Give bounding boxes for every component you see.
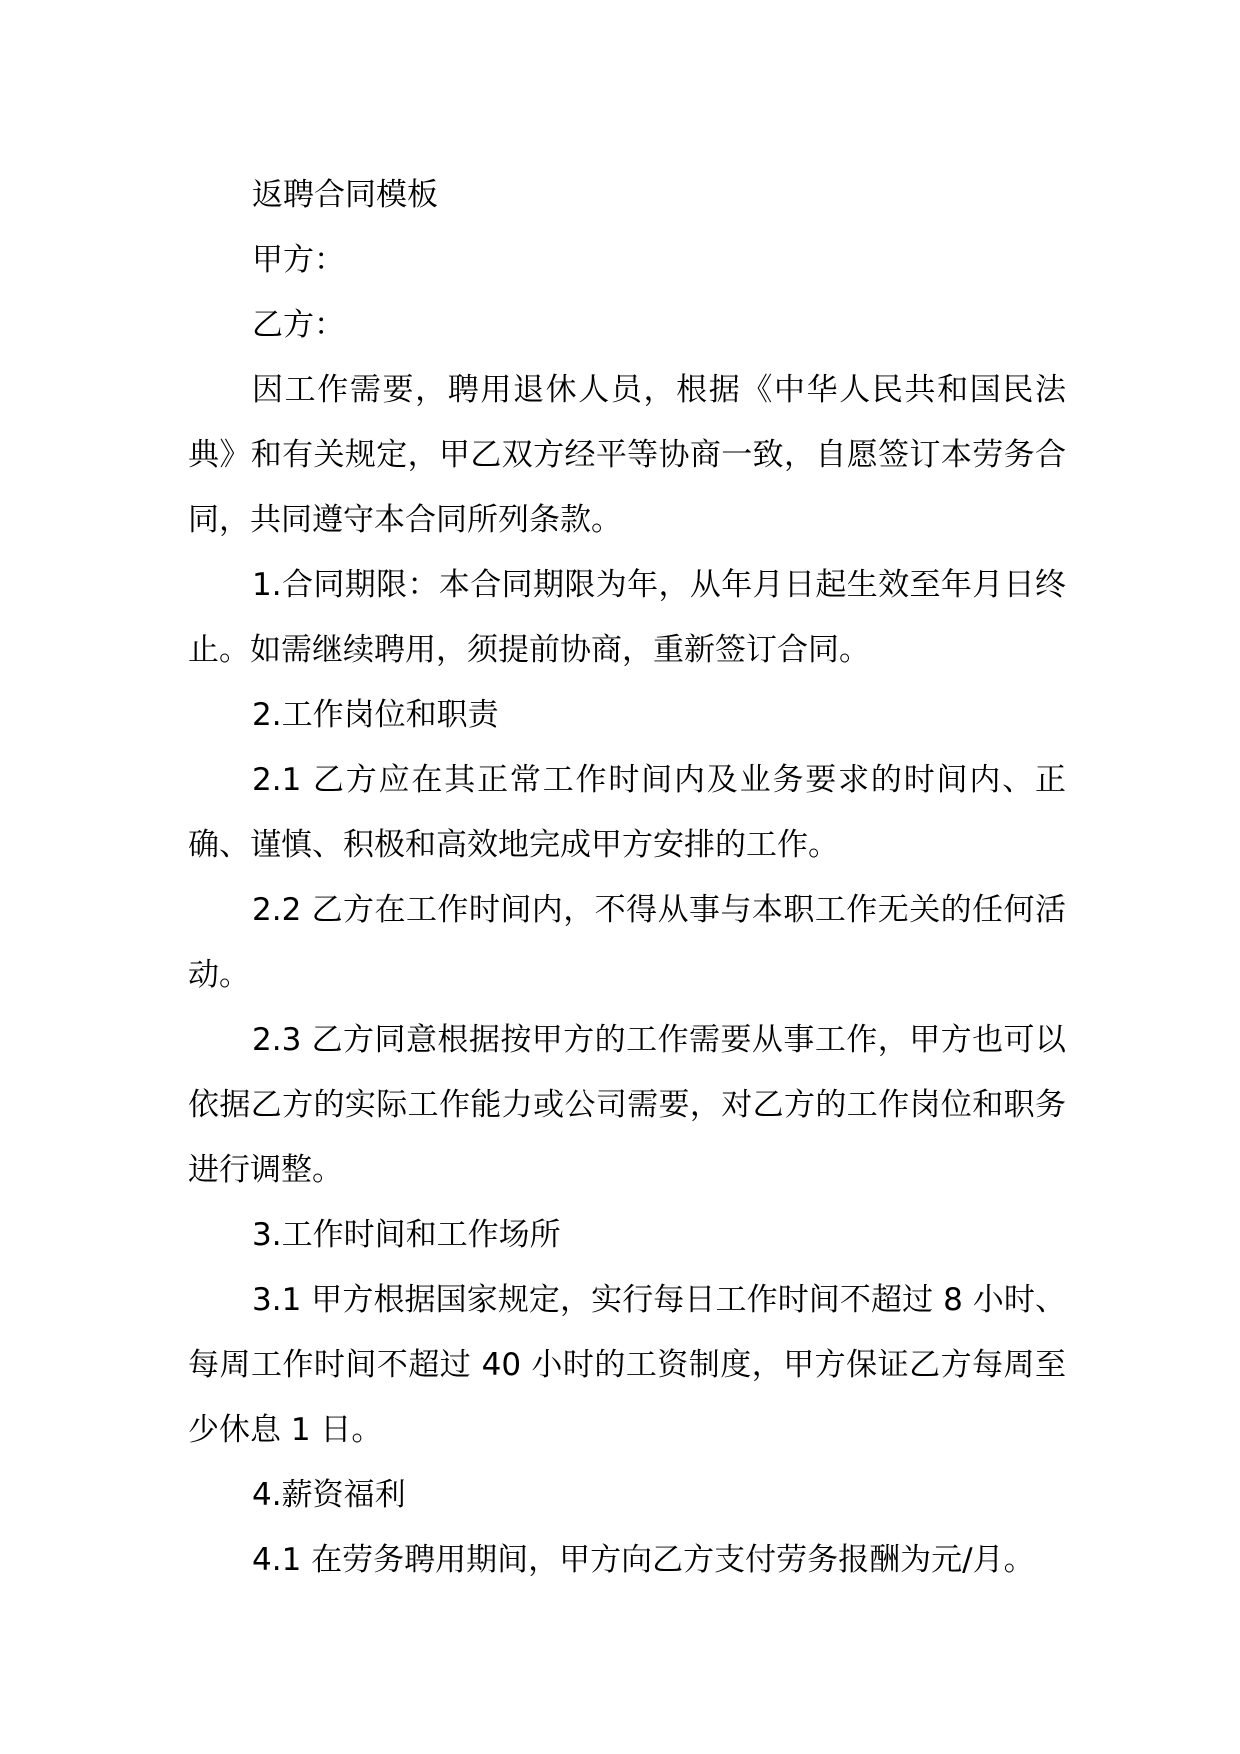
clause-3-1: 3.1 甲方根据国家规定，实行每日工作时间不超过 8 小时、每周工作时间不超过 40 小时的工资制度，甲方保证乙方每周至少休息 1 日。 <box>188 1282 1066 1448</box>
clause-2-2: 2.2 乙方在工作时间内，不得从事与本职工作无关的任何活动。 <box>188 892 1066 993</box>
clause-2-1: 2.1 乙方应在其正常工作时间内及业务要求的时间内、正确、谨慎、积极和高效地完成甲方安排的工作。 <box>188 762 1066 863</box>
party-a-line: 甲方： <box>252 242 345 278</box>
document-body <box>188 163 1066 1593</box>
clause-4-heading: 4.薪资福利 <box>252 1477 406 1513</box>
clause-3-heading: 3.工作时间和工作场所 <box>252 1217 561 1253</box>
party-b-line: 乙方： <box>252 307 345 343</box>
intro-paragraph: 因工作需要，聘用退休人员，根据《中华人民共和国民法典》和有关规定，甲乙双方经平等协商一致，自愿签订本劳务合同，共同遵守本合同所列条款。 <box>188 372 1066 538</box>
clause-1-term: 1.合同期限：本合同期限为年，从年月日起生效至年月日终止。如需继续聘用，须提前协商，重新签订合同。 <box>188 567 1066 668</box>
document-title: 返聘合同模板 <box>252 177 438 213</box>
clause-2-3: 2.3 乙方同意根据按甲方的工作需要从事工作，甲方也可以依据乙方的实际工作能力或公司需要，对乙方的工作岗位和职务进行调整。 <box>188 1022 1066 1188</box>
clause-2-heading: 2.工作岗位和职责 <box>252 697 499 733</box>
clause-4-1: 4.1 在劳务聘用期间，甲方向乙方支付劳务报酬为元/月。 <box>252 1542 1035 1578</box>
